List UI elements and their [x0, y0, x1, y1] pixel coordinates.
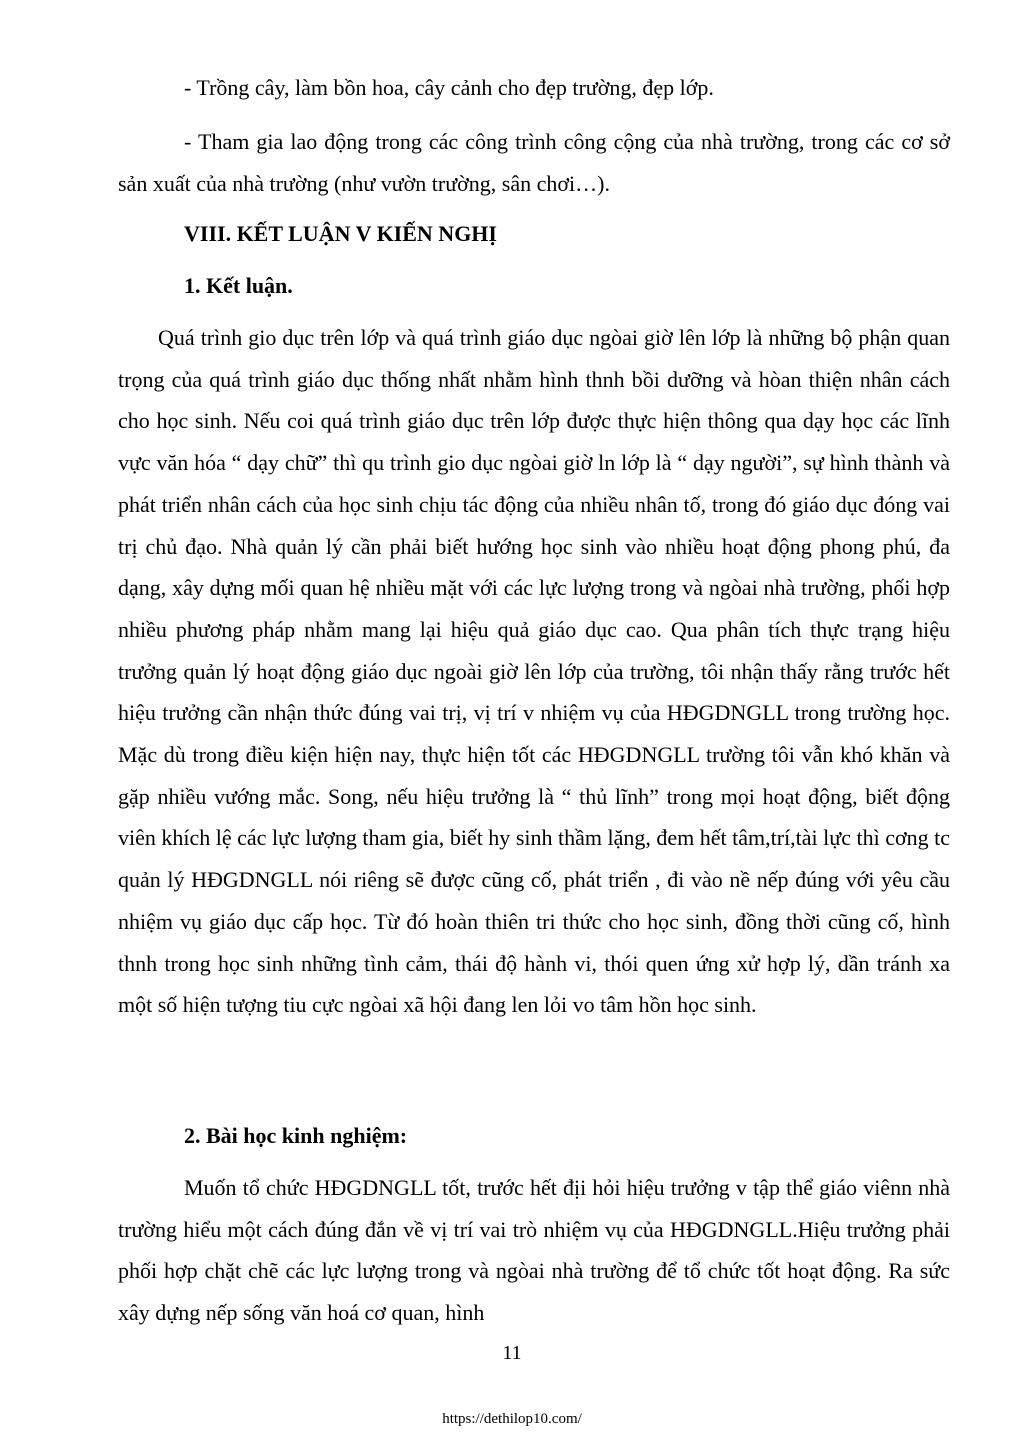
bullet-labor-participation: - Tham gia lao động trong các công trình công cộng của nhà trường, trong các cơ sở sản xuất của nhà trường (như vườn trường, sân chơi…). [118, 129, 950, 196]
subsection-heading-lessons: 2. Bài học kinh nghiệm: [184, 1123, 408, 1148]
conclusion-paragraph: Quá trình gio dục trên lớp và quá trình giáo dục ngòai giờ lên lớp là những bộ phận quan trọng của quá trình giáo dục thống nhất nhằm hình thnh bồi dưỡng và hòan thiện nhân cách cho học sinh. Nếu coi quá trình giáo dục trên lớp được thực hiện thông qua dạy học các lĩnh vực văn hóa “ dạy chữ” thì qu trình gio dục ngòai giờ ln lớp là “ dạy người”, sự hình thành và phát triển nhân cách của học sinh chịu tác động của nhiều nhân tố, trong đó giáo dục đóng vai trị chủ đạo. Nhà quản lý cần phải biết hướng học sinh vào nhiều hoạt động phong phú, đa dạng, xây dựng mối quan hệ nhiều mặt với các lực lượng trong và ngòai nhà trường, phối hợp nhiều phương pháp nhằm mang lại hiệu quả giáo dục cao. Qua phân tích thực trạng hiệu trưởng quản lý hoạt động giáo dục ngoài giờ lên lớp của trường, tôi nhận thấy rằng trước hết hiệu trưởng cần nhận thức đúng vai trị, vị trí v nhiệm vụ của HĐGDNGLL trong trường học. Mặc dù trong điều kiện hiện nay, thực hiện tốt các HĐGDNGLL trường tôi vẫn khó khăn và gặp nhiều vướng mắc. Song, nếu hiệu trưởng là “ thủ lĩnh” trong mọi hoạt động, biết động viên khích lệ các lực lượng tham gia, biết hy sinh thầm lặng, đem hết tâm,trí,tài lực thì cơng tc quản lý HĐGDNGLL nói riêng sẽ được cũng cố, phát triển , đi vào nề nếp đúng với yêu cầu nhiệm vụ giáo dục cấp học. Từ đó hoàn thiên tri thức cho học sinh, đồng thời cũng cố, hình thnh trong học sinh những tình cảm, thái độ hành vi, thói quen ứng xử hợp lý, dần tránh xa một số hiện tượng tiu cực ngòai xã hội đang len lỏi vo tâm hồn học sinh. [118, 325, 950, 1018]
page-number: 11 [502, 1342, 522, 1364]
subsection-heading-conclusion: 1. Kết luận. [184, 273, 293, 298]
section-heading: VIII. KẾT LUẬN V KIẾN NGHỊ [184, 221, 497, 246]
bullet-plant-trees: - Trồng cây, làm bồn hoa, cây cảnh cho đẹp trường, đẹp lớp. [184, 75, 714, 100]
footer-url: https://dethilop10.com/ [442, 1411, 582, 1427]
lessons-paragraph: Muốn tổ chức HĐGDNGLL tốt, trước hết địi hỏi hiệu trưởng v tập thể giáo viênn nhà trường hiểu một cách đúng đắn về vị trí vai trò nhiệm vụ của HĐGDNGLL.Hiệu trưởng phải phối hợp chặt chẽ các lực lượng trong và ngòai nhà trường để tổ chức tốt hoạt động. Ra sức xây dựng nếp sống văn hoá cơ quan, hình [118, 1175, 950, 1326]
